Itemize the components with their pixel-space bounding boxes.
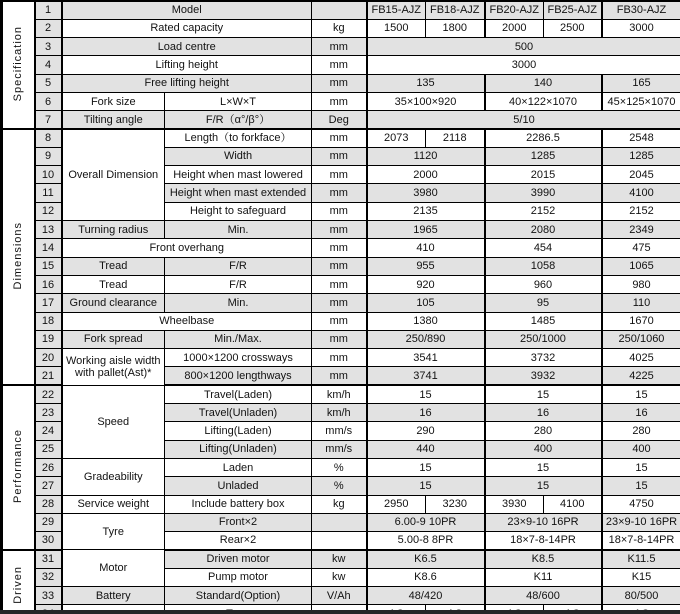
value-cell: 920 <box>367 275 485 293</box>
value-cell: 18×7-8-14PR <box>485 532 602 550</box>
label-cell: Battery <box>62 587 165 605</box>
sublabel-cell: Lifting(Unladen) <box>165 440 312 458</box>
value-cell: 1058 <box>485 257 602 275</box>
row-number: 6 <box>35 92 62 110</box>
value-cell: 440 <box>367 440 485 458</box>
sublabel-cell: F/R（α°/β°） <box>165 111 312 129</box>
value-cell: 960 <box>485 275 602 293</box>
row-number: 32 <box>35 568 62 586</box>
value-cell: 1670 <box>602 312 680 330</box>
value-cell: 15 <box>485 458 602 476</box>
value-cell: 3741 <box>367 367 485 385</box>
section-cell <box>2 129 35 385</box>
label-cell: Model <box>62 1 312 19</box>
value-cell: 2073 <box>367 129 426 147</box>
sublabel-cell: Laden <box>165 458 312 476</box>
sublabel-cell: Front×2 <box>165 513 312 531</box>
value-cell: 6.00-9 10PR <box>367 513 485 531</box>
label-cell: Service weight <box>62 495 165 513</box>
value-cell: 250/1000 <box>485 330 602 348</box>
value-cell: 135 <box>367 74 485 92</box>
value-cell: 5/10 <box>367 111 680 129</box>
row-number: 21 <box>35 367 62 385</box>
unit-cell: % <box>312 477 367 495</box>
label-cell: Load centre <box>62 38 312 56</box>
sublabel-cell: Min. <box>165 221 312 239</box>
unit-cell: mm/s <box>312 440 367 458</box>
label-cell: Speed <box>62 385 165 458</box>
section-label: Driven <box>12 566 25 604</box>
value-cell: 3932 <box>485 367 602 385</box>
row-number: 14 <box>35 239 62 257</box>
value-cell: 15 <box>602 477 680 495</box>
value-cell: 280 <box>602 422 680 440</box>
value-cell: 3990 <box>485 184 602 202</box>
row-number: 16 <box>35 275 62 293</box>
value-cell: 2000 <box>367 166 485 184</box>
value-cell: 4100 <box>602 184 680 202</box>
model-header-cell: FB15-AJZ <box>367 1 426 19</box>
value-cell: 400 <box>485 440 602 458</box>
sublabel-cell: Travel(Laden) <box>165 385 312 403</box>
unit-cell: mm <box>312 129 367 147</box>
value-cell: 2349 <box>602 221 680 239</box>
sublabel-cell: F/R <box>165 257 312 275</box>
value-cell: 2000 <box>485 19 544 37</box>
value-cell: 15 <box>367 458 485 476</box>
value-cell: K8.6 <box>367 568 485 586</box>
unit-cell: mm <box>312 330 367 348</box>
row-number: 1 <box>35 1 62 19</box>
row-number: 27 <box>35 477 62 495</box>
unit-cell: % <box>312 458 367 476</box>
unit-cell: kg <box>312 495 367 513</box>
value-cell: 3541 <box>367 349 485 367</box>
sublabel-cell: Include battery box <box>165 495 312 513</box>
label-cell: Wheelbase <box>62 312 312 330</box>
unit-cell: mm <box>312 367 367 385</box>
value-cell: 23×9-10 16PR <box>485 513 602 531</box>
value-cell: 16 <box>602 404 680 422</box>
row-number: 2 <box>35 19 62 37</box>
label-cell: Gradeability <box>62 458 165 495</box>
row-number: 8 <box>35 129 62 147</box>
value-cell: 1285 <box>602 147 680 165</box>
unit-cell: kg <box>312 19 367 37</box>
row-number: 28 <box>35 495 62 513</box>
value-cell: 3000 <box>602 19 680 37</box>
row-number: 31 <box>35 550 62 568</box>
row-number: 10 <box>35 166 62 184</box>
unit-cell: mm <box>312 202 367 220</box>
value-cell: 1965 <box>367 221 485 239</box>
model-header-cell: FB30-AJZ <box>602 1 680 19</box>
row-number: 9 <box>35 147 62 165</box>
value-cell: 35×100×920 <box>367 92 485 110</box>
unit-cell: kw <box>312 550 367 568</box>
value-cell: 16 <box>367 404 485 422</box>
value-cell: 80/500 <box>602 587 680 605</box>
value-cell: 2045 <box>602 166 680 184</box>
value-cell: 3980 <box>367 184 485 202</box>
value-cell: 1800 <box>426 19 485 37</box>
row-number: 13 <box>35 221 62 239</box>
value-cell: 475 <box>602 239 680 257</box>
unit-cell: mm <box>312 275 367 293</box>
value-cell: 1485 <box>485 312 602 330</box>
value-cell: 165 <box>602 74 680 92</box>
row-number: 29 <box>35 513 62 531</box>
value-cell: 3930 <box>485 495 544 513</box>
bottom-crop-edge <box>0 610 680 614</box>
row-number: 5 <box>35 74 62 92</box>
row-number: 12 <box>35 202 62 220</box>
row-number: 23 <box>35 404 62 422</box>
value-cell: 4225 <box>602 367 680 385</box>
value-cell: 23×9-10 16PR <box>602 513 680 531</box>
unit-cell: km/h <box>312 404 367 422</box>
value-cell: 1500 <box>367 19 426 37</box>
model-header-cell: FB25-AJZ <box>544 1 602 19</box>
value-cell: 2152 <box>602 202 680 220</box>
value-cell: 4100 <box>544 495 602 513</box>
value-cell: 140 <box>485 74 602 92</box>
value-cell: 2118 <box>426 129 485 147</box>
value-cell: 95 <box>485 294 602 312</box>
row-number: 33 <box>35 587 62 605</box>
value-cell: 16 <box>485 404 602 422</box>
sublabel-cell: Length（to forkface） <box>165 129 312 147</box>
row-number: 22 <box>35 385 62 403</box>
value-cell: 2135 <box>367 202 485 220</box>
value-cell: 955 <box>367 257 485 275</box>
value-cell: 2500 <box>544 19 602 37</box>
section-label: Dimensions <box>12 221 25 290</box>
unit-cell <box>312 513 367 531</box>
value-cell: 4750 <box>602 495 680 513</box>
value-cell: 2950 <box>367 495 426 513</box>
value-cell: 48/600 <box>485 587 602 605</box>
sublabel-cell: Height to safeguard <box>165 202 312 220</box>
unit-cell: km/h <box>312 385 367 403</box>
row-number: 11 <box>35 184 62 202</box>
value-cell: 18×7-8-14PR <box>602 532 680 550</box>
value-cell: K6.5 <box>367 550 485 568</box>
row-number: 30 <box>35 532 62 550</box>
unit-cell: mm <box>312 74 367 92</box>
sublabel-cell: F/R <box>165 275 312 293</box>
unit-cell: mm <box>312 56 367 74</box>
label-cell: Fork spread <box>62 330 165 348</box>
value-cell: K8.5 <box>485 550 602 568</box>
value-cell: 105 <box>367 294 485 312</box>
row-number: 15 <box>35 257 62 275</box>
row-number: 20 <box>35 349 62 367</box>
value-cell: 3732 <box>485 349 602 367</box>
sublabel-cell: Lifting(Laden) <box>165 422 312 440</box>
value-cell: 250/890 <box>367 330 485 348</box>
label-cell: Tilting angle <box>62 111 165 129</box>
sublabel-cell: 1000×1200 crossways <box>165 349 312 367</box>
value-cell: 15 <box>485 477 602 495</box>
value-cell: 15 <box>367 477 485 495</box>
value-cell: 1285 <box>485 147 602 165</box>
value-cell: 980 <box>602 275 680 293</box>
sublabel-cell: Travel(Unladen) <box>165 404 312 422</box>
section-cell <box>2 550 35 614</box>
value-cell: 2152 <box>485 202 602 220</box>
label-cell: Rated capacity <box>62 19 312 37</box>
value-cell: 110 <box>602 294 680 312</box>
value-cell: 3000 <box>367 56 680 74</box>
value-cell: 454 <box>485 239 602 257</box>
label-cell: Front overhang <box>62 239 312 257</box>
sublabel-cell: Rear×2 <box>165 532 312 550</box>
value-cell: 5.00-8 8PR <box>367 532 485 550</box>
value-cell: 1380 <box>367 312 485 330</box>
label-cell: Fork size <box>62 92 165 110</box>
label-cell: Tyre <box>62 513 165 550</box>
row-number: 24 <box>35 422 62 440</box>
section-cell <box>2 385 35 550</box>
sublabel-cell: Unladed <box>165 477 312 495</box>
unit-cell: mm <box>312 166 367 184</box>
section-label: Performance <box>12 429 25 504</box>
unit-cell: mm <box>312 239 367 257</box>
unit-cell <box>312 1 367 19</box>
label-cell: Motor <box>62 550 165 587</box>
sublabel-cell: L×W×T <box>165 92 312 110</box>
label-cell: Tread <box>62 257 165 275</box>
sublabel-cell: Driven motor <box>165 550 312 568</box>
label-cell: Tread <box>62 275 165 293</box>
value-cell: 4025 <box>602 349 680 367</box>
label-cell: Lifting height <box>62 56 312 74</box>
value-cell: 40×122×1070 <box>485 92 602 110</box>
section-label: Specification <box>12 25 25 102</box>
label-cell: Free lifting height <box>62 74 312 92</box>
row-number: 4 <box>35 56 62 74</box>
label-cell: Ground clearance <box>62 294 165 312</box>
spec-table-body <box>2 1 680 614</box>
value-cell: 2080 <box>485 221 602 239</box>
unit-cell: mm <box>312 294 367 312</box>
value-cell: 290 <box>367 422 485 440</box>
unit-cell: mm <box>312 184 367 202</box>
unit-cell: V/Ah <box>312 587 367 605</box>
unit-cell: mm/s <box>312 422 367 440</box>
value-cell: 3230 <box>426 495 485 513</box>
sublabel-cell: Standard(Option) <box>165 587 312 605</box>
sublabel-cell: Height when mast lowered <box>165 166 312 184</box>
unit-cell: mm <box>312 38 367 56</box>
model-header-cell: FB20-AJZ <box>485 1 544 19</box>
value-cell: 2015 <box>485 166 602 184</box>
unit-cell: mm <box>312 349 367 367</box>
value-cell: 410 <box>367 239 485 257</box>
value-cell: 15 <box>602 458 680 476</box>
unit-cell <box>312 532 367 550</box>
model-header-cell: FB18-AJZ <box>426 1 485 19</box>
row-number: 25 <box>35 440 62 458</box>
value-cell: 15 <box>485 385 602 403</box>
unit-cell: mm <box>312 147 367 165</box>
value-cell: K11 <box>485 568 602 586</box>
unit-cell: mm <box>312 312 367 330</box>
unit-cell: mm <box>312 257 367 275</box>
value-cell: K15 <box>602 568 680 586</box>
value-cell: 1065 <box>602 257 680 275</box>
value-cell: 500 <box>367 38 680 56</box>
sublabel-cell: Pump motor <box>165 568 312 586</box>
label-cell: Turning radius <box>62 221 165 239</box>
unit-cell: kw <box>312 568 367 586</box>
sublabel-cell: Height when mast extended <box>165 184 312 202</box>
row-number: 7 <box>35 111 62 129</box>
value-cell: 15 <box>602 385 680 403</box>
unit-cell: Deg <box>312 111 367 129</box>
row-number: 18 <box>35 312 62 330</box>
row-number: 19 <box>35 330 62 348</box>
value-cell: 15 <box>367 385 485 403</box>
row-number: 3 <box>35 38 62 56</box>
value-cell: 45×125×1070 <box>602 92 680 110</box>
sublabel-cell: Min. <box>165 294 312 312</box>
label-cell: Working aisle width with pallet(Ast)* <box>62 349 165 386</box>
row-number: 17 <box>35 294 62 312</box>
value-cell: K11.5 <box>602 550 680 568</box>
sublabel-cell: 800×1200 lengthways <box>165 367 312 385</box>
label-cell: Overall Dimension <box>62 129 165 220</box>
value-cell: 2548 <box>602 129 680 147</box>
value-cell: 280 <box>485 422 602 440</box>
value-cell: 2286.5 <box>485 129 602 147</box>
value-cell: 48/420 <box>367 587 485 605</box>
value-cell: 1120 <box>367 147 485 165</box>
value-cell: 250/1060 <box>602 330 680 348</box>
value-cell: 400 <box>602 440 680 458</box>
sublabel-cell: Min./Max. <box>165 330 312 348</box>
section-cell <box>2 1 35 129</box>
unit-cell: mm <box>312 92 367 110</box>
unit-cell: mm <box>312 221 367 239</box>
row-number: 26 <box>35 458 62 476</box>
sublabel-cell: Width <box>165 147 312 165</box>
